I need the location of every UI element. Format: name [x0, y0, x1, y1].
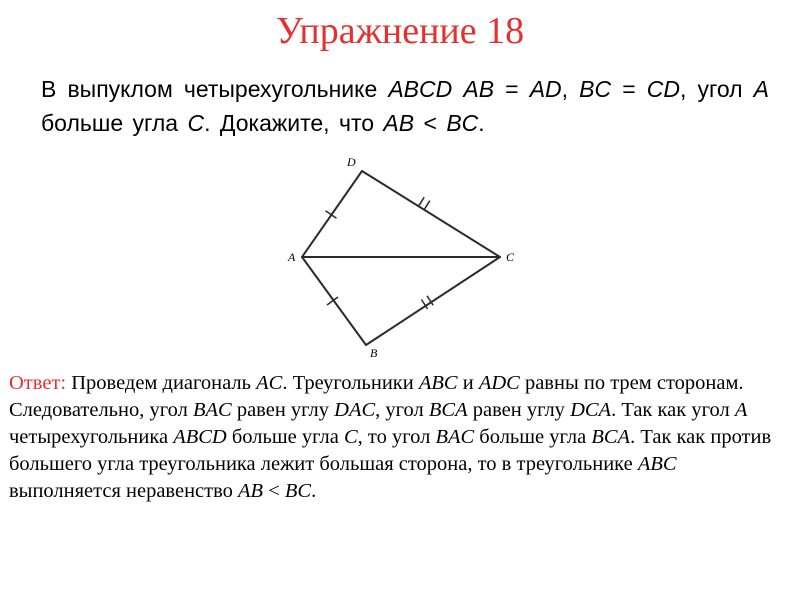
var-dca: DCA — [570, 399, 612, 421]
answer-part: . Так как против большего угла треугольника лежит большая сторона, то в треугольнике — [9, 426, 772, 475]
var-ab: AB — [238, 480, 264, 502]
var-bc: BC — [579, 76, 612, 102]
problem-text — [452, 76, 463, 102]
var-a: A — [753, 76, 769, 102]
var-bc: BC — [284, 480, 312, 502]
tick-dc-1 — [418, 197, 424, 207]
label-d: D — [347, 155, 356, 169]
var-adc: ADC — [478, 372, 520, 394]
var-ab: AB — [383, 110, 415, 136]
answer-part: равны по трем сторонам. Следовательно, угол — [9, 372, 744, 421]
var-ab: AB — [463, 76, 495, 102]
answer-part: равен углу — [231, 399, 335, 421]
answer-part: больше угла — [226, 426, 344, 448]
slide-title: Упражнение 18 — [275, 10, 525, 52]
answer-part: Проведем диагональ — [66, 372, 257, 394]
answer-part: равен углу — [467, 399, 571, 421]
problem-text: < — [414, 110, 447, 136]
var-abcd: ABCD — [388, 76, 453, 102]
label-a: A — [288, 250, 296, 264]
var-c: C — [343, 426, 358, 448]
problem-text: . — [478, 110, 485, 136]
problem-statement — [41, 72, 769, 140]
var-abc: ABC — [637, 453, 677, 475]
tick-dc-2 — [424, 201, 430, 211]
var-bca: BCA — [591, 426, 631, 448]
answer-part: выполняется неравенство — [9, 480, 239, 502]
var-a: A — [734, 399, 748, 421]
answer-part: четырехугольника — [9, 426, 174, 448]
problem-text: , — [561, 76, 580, 102]
var-bc: BC — [446, 110, 479, 136]
var-abcd: ABCD — [173, 426, 227, 448]
problem-text: = — [494, 76, 530, 102]
side-ba — [302, 257, 366, 345]
problem-text: больше угла — [41, 110, 188, 136]
answer-label: Ответ: — [9, 372, 67, 394]
problem-text: В выпуклом четырехугольнике — [41, 76, 389, 102]
answer-part: . Так как угол — [611, 399, 735, 421]
side-cb — [366, 257, 500, 345]
var-abc: ABC — [418, 372, 458, 394]
var-c: C — [187, 110, 205, 136]
problem-text: . Докажите, что — [204, 110, 384, 136]
var-dac: DAC — [334, 399, 376, 421]
var-ac: AC — [256, 372, 283, 394]
answer-part: . — [311, 480, 317, 502]
problem-text: , угол — [679, 76, 754, 102]
quadrilateral-diagram — [270, 145, 530, 365]
answer-part: . Треугольники — [282, 372, 419, 394]
answer-part: больше угла — [474, 426, 592, 448]
side-dc — [362, 171, 500, 257]
problem-text: = — [611, 76, 647, 102]
side-ad — [302, 171, 362, 257]
var-cd: CD — [646, 76, 680, 102]
label-c: C — [506, 250, 515, 264]
var-bac: BAC — [435, 426, 475, 448]
answer-part: и — [457, 372, 479, 394]
answer-part: < — [263, 480, 285, 502]
var-bac: BAC — [192, 399, 232, 421]
label-b: B — [370, 346, 378, 360]
answer-part: , то угол — [357, 426, 436, 448]
var-ad: AD — [529, 76, 562, 102]
var-bca: BCA — [428, 399, 468, 421]
quadrilateral-figure — [270, 145, 530, 365]
answer-part: , угол — [375, 399, 429, 421]
answer-text — [9, 370, 792, 505]
